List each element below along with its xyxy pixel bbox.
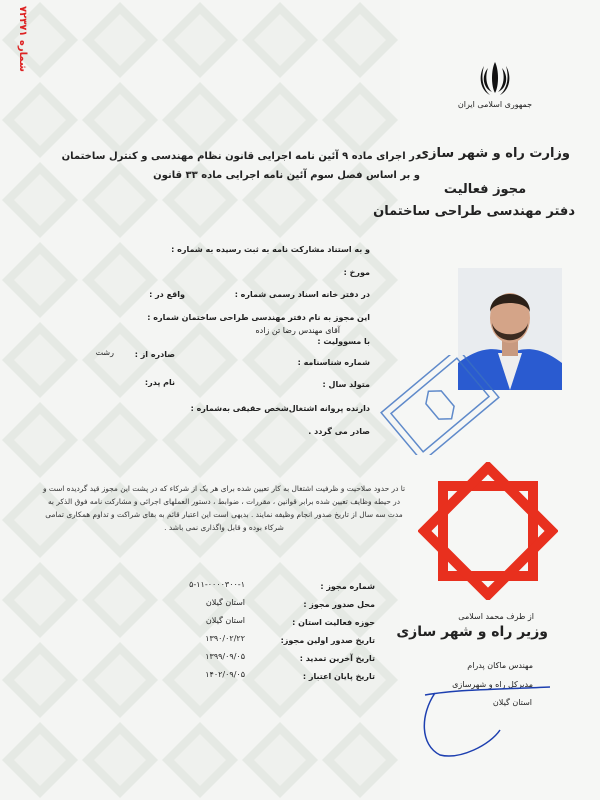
field-responsibility: با مسوولیت : — [317, 337, 370, 346]
field-father-name: نام پدر: — [144, 378, 175, 387]
field-located-in: واقع در : — [149, 290, 185, 299]
field-license-name: این مجوز به نام دفتر مهندسی طراحی ساختمان شماره : — [147, 313, 370, 322]
red-star-logo — [418, 462, 558, 600]
conditions-paragraph: تا در حدود صلاحیت و ظرفیت اشتغال به کار تعیین شده برای هر یک از شرکاء که در پشت این مجوز قید گردیده است و در حیطه وظایف تعیین شده برابر قوانین ، مقررات ، ضوابط ، دستور العملهای اجرائی و مشارکت نامه فوق الذکر به مدت سه سال از تاریخ صدور انجام وظیفه نمایند . بدیهی است این اعتبار قائم به بقای شراکت و تداوم همکاری تمامی شرکاء بوده و قابل واگذاری نمی باشد . — [42, 484, 406, 532]
activity-area-label: حوزه فعالیت استان : — [292, 618, 375, 627]
signer-province: استان گیلان — [492, 698, 532, 707]
field-id-number: شماره شناسنامه : — [297, 358, 370, 367]
signature-mark — [400, 685, 560, 765]
preamble-line-2: و بر اساس فصل سوم آئین نامه اجرایی ماده ۳۳ قانون — [153, 170, 420, 181]
document-subtitle: دفتر مهندسی طراحی ساختمان — [373, 204, 575, 219]
iran-emblem-icon — [478, 60, 512, 96]
country-name: جمهوری اسلامی ایران — [457, 100, 533, 109]
issue-place-label: محل صدور مجوز : — [303, 600, 375, 609]
document-title: مجوز فعالیت — [443, 182, 527, 197]
signer-position: مدیرکل راه و شهرسازی — [452, 680, 533, 689]
last-renewal-value: ۱۳۹۹/۰۹/۰۵ — [205, 652, 245, 661]
issue-place-value: استان گیلان — [205, 598, 245, 607]
expiry-date-label: تاریخ پایان اعتبار : — [302, 672, 375, 681]
issued-from-value: رشت — [95, 348, 114, 357]
field-license-holder: دارنده پروانه اشتغال‌شخص حقیقی به‌شماره : — [190, 404, 370, 413]
field-dated: مورخ : — [343, 268, 370, 277]
field-issued: صادر می گردد . — [308, 427, 370, 436]
field-partnership: و به استناد مشارکت نامه به ثبت رسیده به شماره : — [171, 245, 370, 254]
ministry-name: وزارت راه و شهر سازی — [417, 146, 570, 161]
field-issued-from: صادره از : — [134, 350, 175, 359]
first-issue-date-value: ۱۳۹۰/۰۲/۲۲ — [205, 634, 245, 643]
on-behalf-text: از طرف محمد اسلامی — [458, 612, 534, 621]
activity-area-value: استان گیلان — [205, 616, 245, 625]
signer-name: مهندس ماکان پدرام — [467, 661, 533, 670]
holder-name: آقای مهندس رضا تن زاده — [255, 326, 340, 335]
license-number-value: ۵-۱۱-۰۰۰۰۳۰۰-۱ — [189, 580, 245, 589]
serial-stamp: شماره ۷۲۳۷۱ — [17, 6, 28, 72]
minister-title: وزیر راه و شهر سازی — [396, 624, 548, 640]
field-birth-year: متولد سال : — [322, 380, 370, 389]
field-notary: در دفتر خانه اسناد رسمی شماره : — [234, 290, 370, 299]
expiry-date-value: ۱۴۰۲/۰۹/۰۵ — [205, 670, 245, 679]
license-number-label: شماره مجوز : — [320, 582, 375, 591]
blue-office-stamp — [375, 355, 505, 455]
first-issue-date-label: تاریخ صدور اولین مجوز: — [280, 636, 375, 645]
last-renewal-label: تاریخ آخرین تمدید : — [299, 654, 375, 663]
preamble-line-1: در اجرای ماده ۹ آئین نامه اجرایی قانون نظام مهندسی و کنترل ساختمان — [61, 151, 420, 162]
